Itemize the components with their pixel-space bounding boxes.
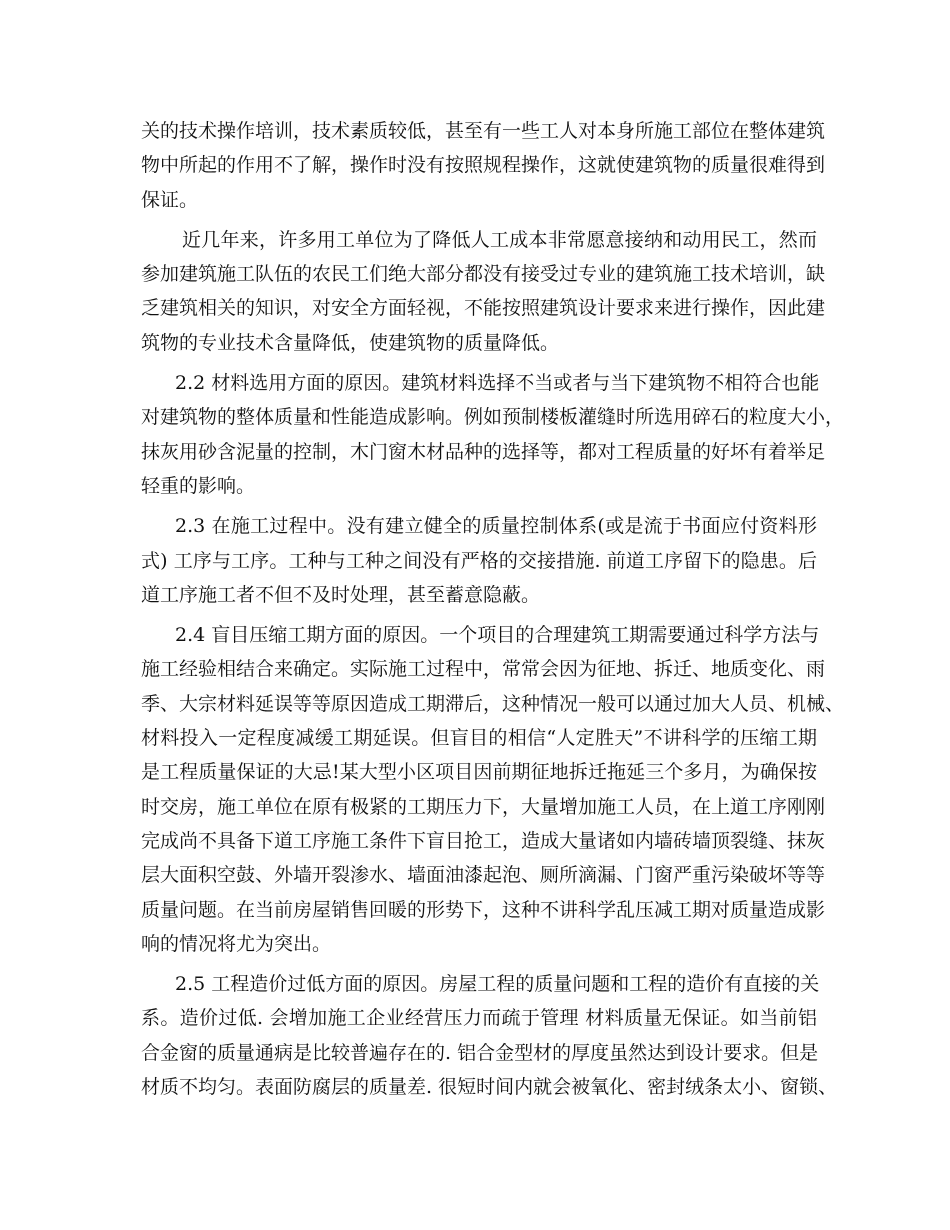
text-line: 抹灰用砂含泥量的控制，木门窗木材品种的选择等，都对工程质量的好坏有着举足 [141,440,826,463]
text-line: 响的情况将尤为突出。 [141,932,332,955]
text-line: 季、大宗材料延误等等原因造成工期滞后，这种情况一般可以通过加大人员、机械、 [141,692,845,715]
text-line: 2.3 在施工过程中。没有建立健全的质量控制体系(或是流于书面应付资料形 [175,515,817,538]
paragraph [141,618,845,961]
text-line: 关的技术操作培训，技术素质较低，甚至有一些工人对本身所施工部位在整体建筑 [141,120,826,142]
text-line: 2.5 工程造价过低方面的原因。房屋工程的质量问题和工程的造价有直接的关 [175,973,820,996]
paragraph [141,223,826,360]
text-line: 系。造价过低. 会增加施工企业经营压力而疏于管理 材料质量无保证。如当前铝 [141,1007,817,1030]
text-line: 材质不均匀。表面防腐层的质量差. 很短时间内就会被氧化、密封绒条太小、窗锁、 [141,1076,838,1099]
paragraph [141,114,826,217]
paragraph [141,967,838,1104]
text-line: 施工经验相结合来确定。实际施工过程中，常常会因为征地、拆迁、地质变化、雨 [141,658,826,681]
text-line: 近几年来，许多用工单位为了降低人工成本非常愿意接纳和动用民工，然而 [182,228,817,251]
text-line: 参加建筑施工队伍的农民工们绝大部分都没有接受过专业的建筑施工技术培训，缺 [141,263,826,286]
paragraph [141,509,817,612]
text-line: 式) 工序与工序。工种与工种之间没有严格的交接措施. 前道工序留下的隐患。后 [141,549,817,572]
text-line: 道工序施工者不但不及时处理，甚至蓄意隐蔽。 [141,583,541,606]
document-body [141,114,845,1104]
text-line: 合金窗的质量通病是比较普遍存在的. 铝合金型材的厚度虽然达到设计要求。但是 [141,1041,819,1064]
text-line: 是工程质量保证的大忌!某大型小区项目因前期征地拆迁拖延三个多月，为确保按 [141,761,817,784]
text-line: 物中所起的作用不了解，操作时没有按照规程操作，这就使建筑物的质量很难得到 [141,154,826,177]
text-line: 材料投入一定程度减缓工期延误。但盲目的相信“人定胜天”不讲科学的压缩工期 [141,727,817,750]
text-line: 2.4 盲目压缩工期方面的原因。一个项目的合理建筑工期需要通过科学方法与 [175,624,820,647]
text-line: 时交房，施工单位在原有极紧的工期压力下，大量增加施工人员，在上道工序刚刚 [141,795,826,818]
text-line: 乏建筑相关的知识，对安全方面轻视，不能按照建筑设计要求来进行操作，因此建 [141,297,826,320]
text-line: 层大面积空鼓、外墙开裂渗水、墙面油漆起泡、厕所滴漏、门窗严重污染破坏等等 [141,864,826,887]
text-line: 保证。 [141,188,199,211]
text-line: 质量问题。在当前房屋销售回暖的形势下，这种不讲科学乱压减工期对质量造成影 [141,898,826,921]
paragraph [141,366,845,503]
text-line: 完成尚不具备下道工序施工条件下盲目抢工，造成大量诸如内墙砖墙顶裂缝、抹灰 [141,829,826,852]
text-line: 对建筑物的整体质量和性能造成影响。例如预制楼板灌缝时所选用碎石的粒度大小， [141,406,845,429]
text-line: 轻重的影响。 [141,474,256,497]
text-line: 2.2 材料选用方面的原因。建筑材料选择不当或者与当下建筑物不相符合也能 [175,372,820,395]
text-line: 筑物的专业技术含量降低，使建筑物的质量降低。 [141,331,560,354]
